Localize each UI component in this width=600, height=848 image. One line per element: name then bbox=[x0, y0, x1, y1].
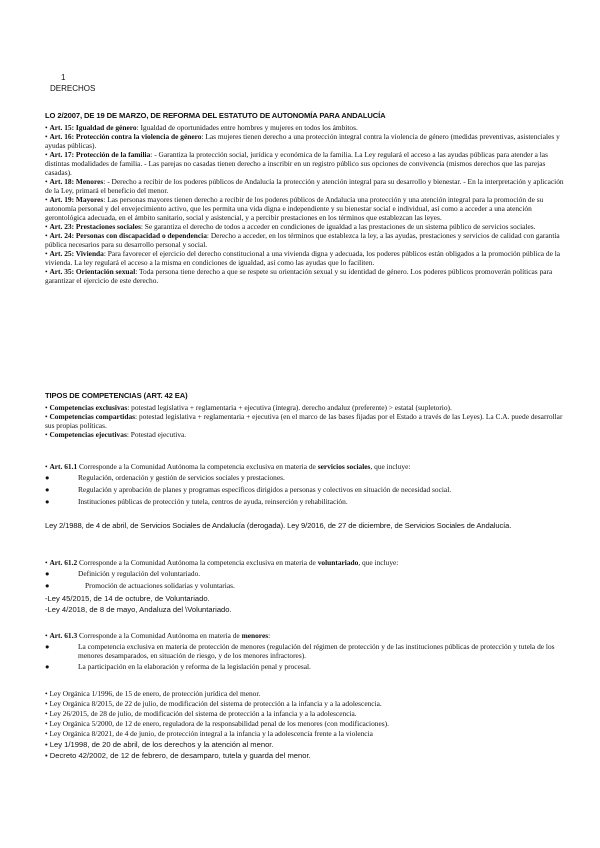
law-item: -Ley 45/2015, de 14 de octubre, de Voluntariado. bbox=[45, 594, 210, 603]
competencia-item: • Competencias ejecutivas: Potestad ejecutiva. bbox=[45, 430, 187, 439]
menores-laws-list bbox=[45, 689, 565, 761]
art61-1-section bbox=[45, 462, 565, 506]
law-item: • Decreto 42/2002, de 12 de febrero, de desamparo, tutela y guarda del menor. bbox=[45, 751, 311, 760]
law-item: -Ley 4/2018, de 8 de mayo, Andaluza del \Voluntariado. bbox=[45, 605, 232, 614]
list-item: ● Promoción de actuaciones solidarias y voluntarias. bbox=[45, 581, 235, 590]
competencia-item: • Competencias compartidas: potestad legislativa + reglamentaria + ejecutiva (en el marco de las bases fijadas por el Estado a través de las Leyes). La C.A. puede desarrollar sus propias políticas. bbox=[45, 412, 563, 430]
list-item: ● La participación en la elaboración y reforma de la legislación penal y procesal. bbox=[45, 662, 311, 671]
art61-2-section bbox=[45, 558, 565, 590]
competencia-item: • Competencias exclusivas: potestad legislativa + reglamentaria + ejecutiva (íntegra). derecho andaluz (preferente) > estatal (supletorio). bbox=[45, 403, 452, 412]
article-item: • Art. 16: Protección contra la violencia de género: Las mujeres tienen derecho a una protección integral contra la violencia de género (medidas preventivas, asistenciales y ayudas públicas). bbox=[45, 132, 560, 150]
law-item: • Ley Orgánica 5/2000, de 12 de enero, reguladora de la responsabilidad penal de los menores (con modificaciones). bbox=[45, 719, 389, 728]
art61-3-section bbox=[45, 631, 565, 671]
articles-list bbox=[45, 123, 565, 285]
statute-heading: LO 2/2007, DE 19 DE MARZO, DE REFORMA DEL ESTATUTO DE AUTONOMÍA PARA ANDALUCÍA bbox=[45, 111, 386, 120]
list-item: ● Instituciones públicas de protección y tutela, centros de ayuda, reinserción y rehabilitación. bbox=[45, 497, 348, 506]
list-item: ● Definición y regulación del voluntariado. bbox=[45, 569, 201, 578]
competencias-list bbox=[45, 403, 565, 439]
law-item: • Ley Orgánica 8/2021, de 4 de junio, de protección integral a la infancia y la adolescencia frente a la violencia bbox=[45, 729, 373, 738]
art61-3-intro: • Art. 61.3 Corresponde a la Comunidad Autónoma en materia de menores: bbox=[45, 631, 271, 640]
law-item: • Ley 26/2015, de 28 de julio, de modificación del sistema de protección a la infancia y a la adolescencia. bbox=[45, 709, 357, 718]
voluntariado-laws bbox=[45, 593, 565, 615]
competencias-heading: TIPOS DE COMPETENCIAS (ART. 42 EA) bbox=[45, 391, 188, 400]
list-item: ● Regulación y aprobación de planes y programas específicos dirigidos a personas y colectivos en situación de necesidad social. bbox=[45, 485, 452, 494]
article-item: • Art. 25: Vivienda: Para favorecer el ejercicio del derecho constitucional a una vivienda digna y adecuada, los poderes públicos están obligados a la promoción pública de la vivienda. La ley regulará el acceso a la misma en condiciones de igualdad, así como las ayudas que lo faciliten. bbox=[45, 249, 561, 267]
list-item: ● Regulación, ordenación y gestión de servicios sociales y prestaciones. bbox=[45, 473, 285, 482]
article-item: • Art. 19: Mayores: Las personas mayores tienen derecho a recibir de los poderes públicos de Andalucía una protección y una atención integral para la promoción de su autonomía personal y del envejecimiento activo, que les permita una vida digna e independiente y su bienestar social e individual, así como a acceder a una atención gerontológica adecuada, en el ámbito sanitario, social y asistencial, y a percibir prestaciones en los términos que establezcan las leyes. bbox=[45, 195, 544, 222]
art61-1-intro: • Art. 61.1 Corresponde a la Comunidad Autónoma la competencia exclusiva en materia de servicios sociales, que incluye: bbox=[45, 462, 411, 471]
page-number: 1 bbox=[61, 73, 66, 82]
article-item: • Art. 18: Menores: - Derecho a recibir de los poderes públicos de Andalucía la protección y atención integral para su desarrollo y bienestar. - En la interpretación y aplicación de la Ley, primará el beneficio del menor. bbox=[45, 177, 564, 195]
law-item: • Ley 1/1998, de 20 de abril, de los derechos y la atención al menor. bbox=[45, 740, 274, 749]
article-item: • Art. 17: Protección de la familia: - Garantiza la protección social, jurídica y económica de la familia. La Ley regulará el acceso a las ayudas públicas para atender a las distintas modalidades de familia. - Las parejas no casadas tienen derecho a inscribir en un registro público sus opciones de convivencia (mismos derechos que las parejas casadas). bbox=[45, 150, 548, 177]
servicios-sociales-laws: Ley 2/1988, de 4 de abril, de Servicios Sociales de Andalucía (derogada). Ley 9/2016, de 27 de diciembre, de Servicios Sociales de Andalucía. bbox=[45, 521, 512, 530]
article-item: • Art. 24: Personas con discapacidad o dependencia: Derecho a acceder, en los términos que establezca la ley, a las ayudas, prestaciones y servicios de calidad con garantía pública necesarios para su desarrollo personal y social. bbox=[45, 231, 560, 249]
page-title: DERECHOS bbox=[50, 84, 96, 93]
article-item: • Art. 35: Orientación sexual: Toda persona tiene derecho a que se respete su orientación sexual y su identidad de género. Los poderes públicos promoverán políticas para garantizar el ejercicio de este derecho. bbox=[45, 267, 553, 285]
law-item: • Ley Orgánica 1/1996, de 15 de enero, de protección jurídica del menor. bbox=[45, 689, 261, 698]
article-item: • Art. 23: Prestaciones sociales: Se garantiza el derecho de todos a acceder en condiciones de igualdad a las prestaciones de un sistema público de servicios sociales. bbox=[45, 222, 536, 231]
law-item: • Ley Orgánica 8/2015, de 22 de julio, de modificación del sistema de protección a la infancia y a la adolescencia. bbox=[45, 699, 382, 708]
list-item: ● La competencia exclusiva en materia de protección de menores (regulación del régimen de protección y de las instituciones públicas de protección y tutela de los menores desamparados, en situación de riesgo, y de los menores infractores). bbox=[45, 642, 555, 660]
art61-2-intro: • Art. 61.2 Corresponde a la Comunidad Autónoma la competencia exclusiva en materia de voluntariado, que incluye: bbox=[45, 558, 399, 567]
article-item: • Art. 15: Igualdad de género: Igualdad de oportunidades entre hombres y mujeres en todos los ámbitos. bbox=[45, 123, 358, 132]
